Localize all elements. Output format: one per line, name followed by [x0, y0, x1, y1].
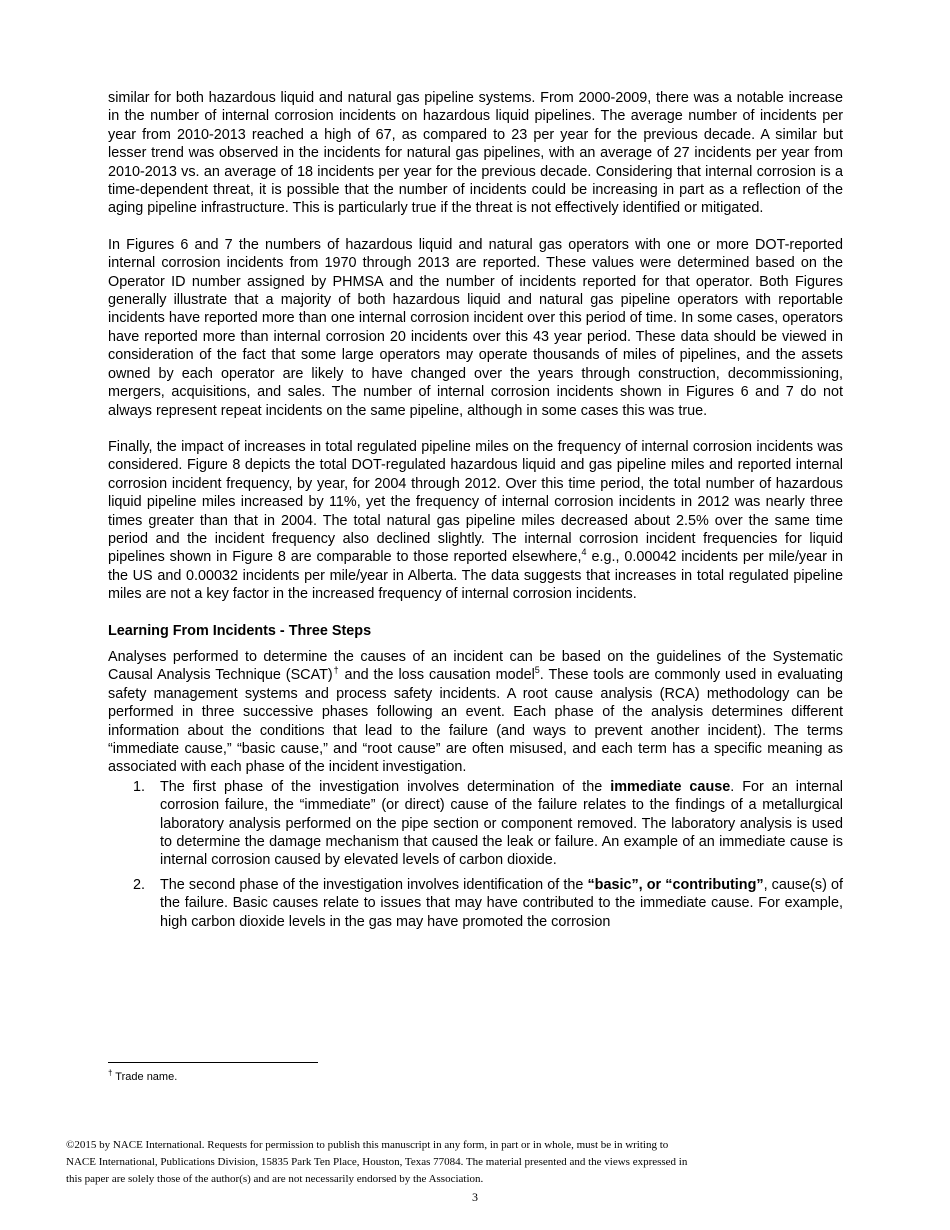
footnote	[108, 1068, 178, 1083]
paragraph-incident-trends: similar for both hazardous liquid and natural gas pipeline systems. From 2000-2009, there was a notable increase in the number of internal corrosion incidents on hazardous liquid pipelines. The average number of incidents per year from 2010-2013 reached a high of 67, as compared to 23 per year for the previous decade. A similar but lesser trend was observed in the incidents for natural gas pipelines, with an average of 27 incidents per year from 2010-2013 vs. an average of 18 incidents per year for the previous decade. Considering that internal corrosion is a time-dependent threat, it is possible that the number of incidents could be increasing in part as a reflection of the aging pipeline infrastructure. This is particularly true if the threat is not effectively identified or mitigated.	[108, 90, 843, 217]
list-item	[108, 778, 843, 870]
copyright-line: this paper are solely those of the author(s) and are not necessarily endorsed by the Association.	[66, 1173, 484, 1185]
investigation-phases-list	[108, 778, 843, 931]
paragraph-text: Finally, the impact of increases in total regulated pipeline miles on the frequency of internal corrosion incidents was considered. Figure 8 depicts the total DOT-regulated hazardous liquid and gas pipeline miles and reported internal corrosion incident frequency, by year, for 2004 through 2012. Over this time period, the total number of hazardous liquid pipeline miles increased by 11%, yet the frequency of internal corrosion incidents in 2012 was nearly three times greater than that in 2004. The total natural gas pipeline miles decreased about 2.5% over the same time period and the incident frequency also declined slightly. The internal corrosion incident frequencies for liquid pipelines shown in Figure 8 are comparable to those reported elsewhere,	[108, 438, 843, 566]
list-text: The second phase of the investigation involves identification of the	[160, 876, 588, 893]
paragraph-text: Analyses performed to determine the causes of an incident can be based on the guidelines of the Systematic Causal Analysis Technique (SCAT)	[108, 648, 843, 684]
paragraph-text: . These tools are commonly used in evaluating safety management systems and process safety incidents. A root cause analysis (RCA) methodology can be performed in three successive phases following an event. Each phase of the analysis determines different information about the conditions that lead to the failure (and ways to prevent another incident). The terms “immediate cause,” “basic cause,” and “root cause” are often misused, and each term has a specific meaning as associated with each phase of the incident investigation.	[108, 667, 843, 776]
copyright-line: NACE International, Publications Division, 15835 Park Ten Place, Houston, Texas 77084. The material presented and the views expressed in	[66, 1156, 688, 1168]
list-text: . For an internal corrosion failure, the “immediate” (or direct) cause of the failure relates to the findings of a metallurgical laboratory analysis performed on the pipe section or component removed. The laboratory analysis is used to determine the damage mechanism that caused the leak or failure. An example of an immediate cause is internal corrosion caused by elevated levels of carbon dioxide.	[160, 778, 844, 869]
page-number: 3	[472, 1190, 478, 1204]
list-bold-term: immediate cause	[610, 778, 731, 795]
copyright-notice	[66, 1137, 796, 1188]
paragraph-operators-figures: In Figures 6 and 7 the numbers of hazardous liquid and natural gas operators with one or more DOT-reported internal corrosion incidents from 1970 through 2013 are reported. These values were determined based on the Operator ID number assigned by PHMSA and the number of incidents reported for that operator. Both Figures generally illustrate that a majority of both hazardous liquid and natural gas pipeline operators with reportable incidents have reported more than one internal corrosion incident over this period of time. In some cases, operators have reported more than internal corrosion 20 incidents over this 43 year period. These data should be viewed in consideration of the fact that some large operators may operate thousands of miles of pipelines, and the assets owned by each operator are likely to have changed over the years through construction, decommissioning, mergers, acquisitions, and sales. The number of internal corrosion incidents shown in Figures 6 and 7 do not always represent repeat incidents on the same pipeline, although in some cases this was true.	[108, 236, 843, 419]
paragraph-analysis-methods	[108, 648, 843, 777]
list-number: 2.	[133, 876, 146, 893]
reference-superscript: 4	[581, 547, 587, 558]
list-number: 1.	[133, 778, 146, 795]
list-bold-term: “basic”, or “contributing”	[587, 876, 764, 893]
copyright-line: ©2015 by NACE International. Requests for permission to publish this manuscript in any form, in part or in whole, must be in writing to	[66, 1139, 669, 1151]
footnote-mark: †	[108, 1068, 113, 1078]
footnote-divider	[108, 1062, 318, 1063]
list-item	[108, 876, 843, 931]
body-text	[108, 89, 843, 937]
list-text: The first phase of the investigation involves determination of the	[160, 778, 611, 795]
paragraph-text: and the loss causation model	[339, 667, 535, 684]
reference-superscript: 5	[534, 665, 540, 676]
list-text: , cause(s) of the failure. Basic causes relate to issues that may have contributed to the immediate cause. For example, high carbon dioxide levels in the gas may have promoted the corrosion	[160, 876, 843, 930]
paragraph-pipeline-miles	[108, 438, 843, 604]
paragraph-text: e.g., 0.00042 incidents per mile/year in the US and 0.00032 incidents per mile/year in Alberta. The data suggests that increases in total regulated pipeline miles are not a key factor in the increased frequency of internal corrosion incidents.	[108, 549, 844, 603]
section-heading: Learning From Incidents - Three Steps	[108, 622, 372, 639]
dagger-superscript: †	[332, 665, 340, 676]
footnote-text: Trade name.	[112, 1071, 178, 1083]
